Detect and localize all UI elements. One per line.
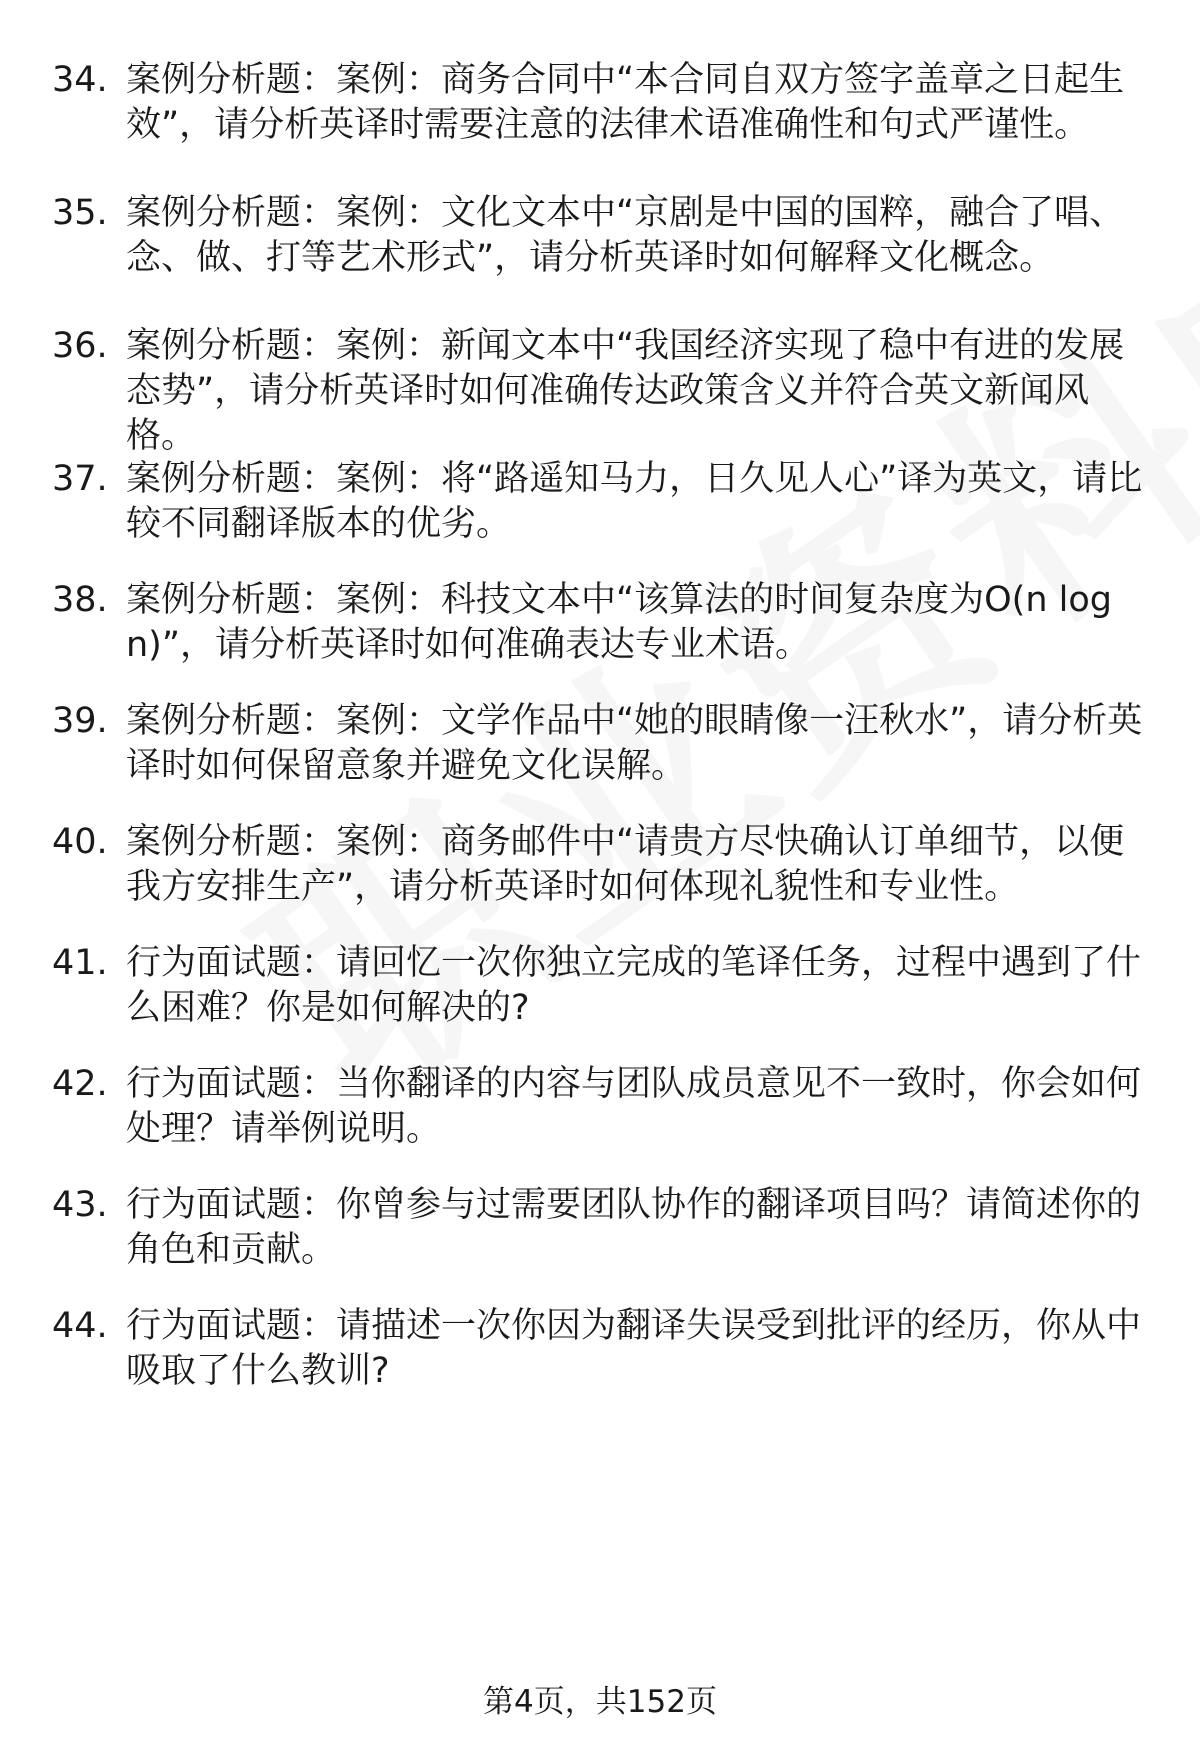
question-37: [0, 457, 1200, 578]
question-39: [0, 699, 1200, 820]
question-text: 行为面试题：你曾参与过需要团队协作的翻译项目吗？请简述你的角色和贡献。: [126, 1185, 1142, 1270]
question-44: [0, 1304, 1200, 1425]
question-text: 案例分析题：案例：文化文本中“京剧是中国的国粹，融合了唱、念、做、打等艺术形式”，请分析英译时如何解释文化概念。: [126, 193, 1125, 278]
question-number: 41.: [52, 943, 108, 983]
question-41: [0, 941, 1200, 1062]
question-text: 案例分析题：案例：商务邮件中“请贵方尽快确认订单细节，以便我方安排生产”，请分析英译时如何体现礼貌性和专业性。: [126, 822, 1125, 907]
question-number: 35.: [52, 193, 108, 233]
page-footer: 第4页，共152页: [483, 1684, 717, 1720]
question-35: [0, 191, 1200, 324]
question-number: 39.: [52, 701, 108, 741]
question-number: 44.: [52, 1306, 108, 1346]
question-number: 38.: [52, 580, 108, 620]
question-text: 行为面试题：请描述一次你因为翻译失误受到批评的经历，你从中吸取了什么教训?: [126, 1306, 1142, 1391]
question-36: [0, 324, 1200, 457]
question-38: [0, 578, 1200, 699]
question-text: 案例分析题：案例：新闻文本中“我国经济实现了稳中有进的发展态势”，请分析英译时如何准确传达政策含义并符合英文新闻风格。: [126, 326, 1125, 456]
question-number: 36.: [52, 326, 108, 366]
question-text: 案例分析题：案例：将“路遥知马力，日久见人心”译为英文，请比较不同翻译版本的优劣。: [126, 459, 1143, 544]
question-text: 案例分析题：案例：文学作品中“她的眼睛像一汪秋水”，请分析英译时如何保留意象并避免文化误解。: [126, 701, 1143, 786]
question-text: 案例分析题：案例：科技文本中“该算法的时间复杂度为O(n log n)”，请分析英译时如何准确表达专业术语。: [126, 580, 1113, 665]
question-text: 行为面试题：请回忆一次你独立完成的笔译任务，过程中遇到了什么困难？你是如何解决的?: [126, 943, 1142, 1028]
question-43: [0, 1183, 1200, 1304]
question-list: [0, 58, 1200, 1425]
question-number: 37.: [52, 459, 108, 499]
question-text: 行为面试题：当你翻译的内容与团队成员意见不一致时，你会如何处理？请举例说明。: [126, 1064, 1142, 1149]
question-number: 42.: [52, 1064, 108, 1104]
question-number: 34.: [52, 60, 108, 100]
question-42: [0, 1062, 1200, 1183]
question-number: 40.: [52, 822, 108, 862]
question-34: [0, 58, 1200, 191]
question-40: [0, 820, 1200, 941]
question-number: 43.: [52, 1185, 108, 1225]
question-text: 案例分析题：案例：商务合同中“本合同自双方签字盖章之日起生效”，请分析英译时需要注意的法律术语准确性和句式严谨性。: [126, 60, 1125, 145]
